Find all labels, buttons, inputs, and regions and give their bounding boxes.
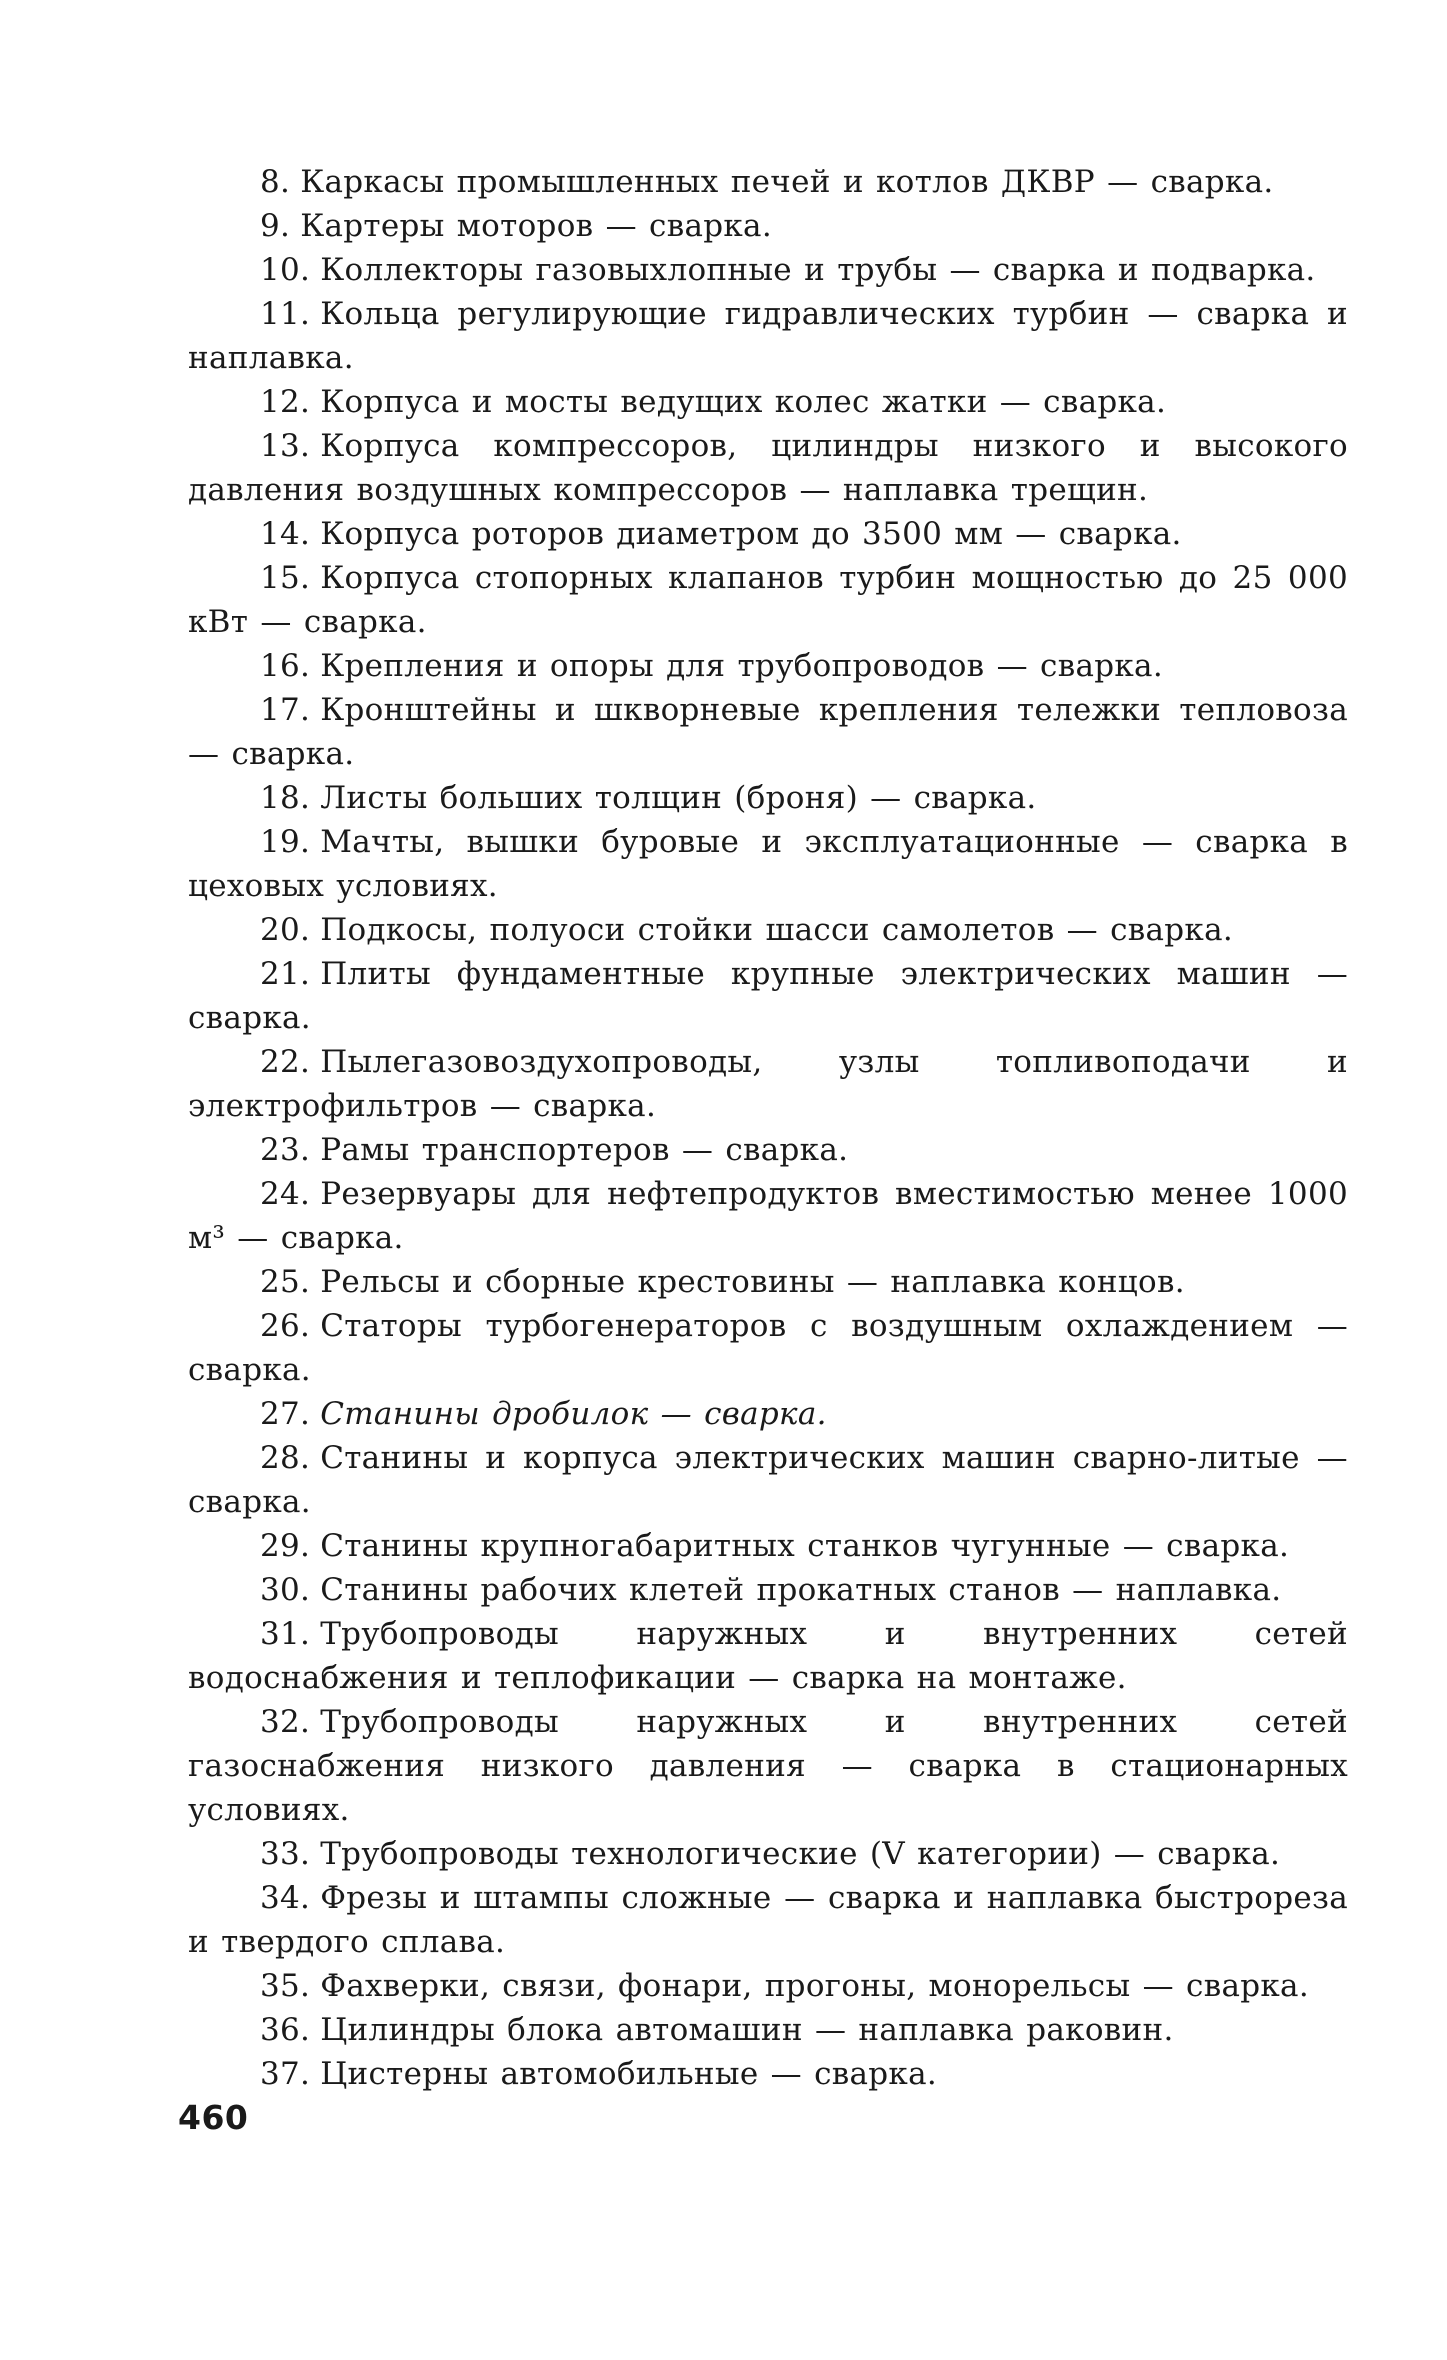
item-text: Фрезы и штампы сложные — сварка и наплавка быстрореза и твердого сплава. bbox=[188, 1880, 1348, 1960]
list-item bbox=[188, 380, 1348, 424]
item-text: Корпуса стопорных клапанов турбин мощностью до 25 000 кВт — сварка. bbox=[188, 560, 1348, 640]
item-number: 32. bbox=[260, 1704, 311, 1740]
list-item bbox=[188, 1832, 1348, 1876]
item-number: 36. bbox=[260, 2012, 311, 2048]
item-text: Рельсы и сборные крестовины — наплавка концов. bbox=[320, 1264, 1185, 1300]
item-text: Цилиндры блока автомашин — наплавка раковин. bbox=[320, 2012, 1174, 2048]
item-number: 10. bbox=[260, 252, 311, 288]
item-text: Корпуса компрессоров, цилиндры низкого и высокого давления воздушных компрессоров — наплавка трещин. bbox=[188, 428, 1348, 508]
item-number: 37. bbox=[260, 2056, 311, 2092]
list-item bbox=[188, 1304, 1348, 1392]
item-number: 15. bbox=[260, 560, 311, 596]
item-number: 11. bbox=[260, 296, 311, 332]
list-item bbox=[188, 556, 1348, 644]
item-number: 19. bbox=[260, 824, 311, 860]
item-text: Картеры моторов — сварка. bbox=[300, 208, 772, 244]
item-text: Станины дробилок — сварка. bbox=[320, 1396, 827, 1432]
item-text: Каркасы промышленных печей и котлов ДКВР — сварка. bbox=[300, 164, 1274, 200]
welding-items-list bbox=[188, 160, 1348, 2096]
item-number: 25. bbox=[260, 1264, 311, 1300]
list-item bbox=[188, 1700, 1348, 1832]
item-number: 20. bbox=[260, 912, 311, 948]
item-number: 17. bbox=[260, 692, 311, 728]
list-item bbox=[188, 1568, 1348, 1612]
item-number: 24. bbox=[260, 1176, 311, 1212]
item-text: Корпуса роторов диаметром до 3500 мм — сварка. bbox=[320, 516, 1182, 552]
item-text: Станины крупногабаритных станков чугунные — сварка. bbox=[320, 1528, 1290, 1564]
list-item bbox=[188, 1524, 1348, 1568]
item-number: 14. bbox=[260, 516, 311, 552]
list-item bbox=[188, 1260, 1348, 1304]
list-item bbox=[188, 1964, 1348, 2008]
item-number: 16. bbox=[260, 648, 311, 684]
item-text: Трубопроводы технологические (V категории) — сварка. bbox=[320, 1836, 1281, 1872]
item-text: Цистерны автомобильные — сварка. bbox=[320, 2056, 938, 2092]
page-number: 460 bbox=[178, 2098, 249, 2137]
item-number: 33. bbox=[260, 1836, 311, 1872]
item-text: Станины и корпуса электрических машин сварно-литые — сварка. bbox=[188, 1440, 1348, 1520]
list-item bbox=[188, 2008, 1348, 2052]
list-item bbox=[188, 820, 1348, 908]
list-item bbox=[188, 644, 1348, 688]
item-text: Резервуары для нефтепродуктов вместимостью менее 1000 м³ — сварка. bbox=[188, 1176, 1348, 1256]
item-text: Рамы транспортеров — сварка. bbox=[320, 1132, 849, 1168]
list-item bbox=[188, 1128, 1348, 1172]
item-number: 18. bbox=[260, 780, 311, 816]
list-item bbox=[188, 688, 1348, 776]
list-item bbox=[188, 952, 1348, 1040]
item-text: Статоры турбогенераторов с воздушным охлаждением — сварка. bbox=[188, 1308, 1348, 1388]
list-item bbox=[188, 1436, 1348, 1524]
list-item bbox=[188, 1172, 1348, 1260]
list-item bbox=[188, 908, 1348, 952]
item-text: Пылегазовоздухопроводы, узлы топливоподачи и электрофильтров — сварка. bbox=[188, 1044, 1348, 1124]
item-text: Трубопроводы наружных и внутренних сетей водоснабжения и теплофикации — сварка на монтаже. bbox=[188, 1616, 1348, 1696]
item-number: 23. bbox=[260, 1132, 311, 1168]
item-text: Мачты, вышки буровые и эксплуатационные — сварка в цеховых условиях. bbox=[188, 824, 1348, 904]
item-number: 13. bbox=[260, 428, 311, 464]
item-number: 21. bbox=[260, 956, 311, 992]
item-number: 29. bbox=[260, 1528, 311, 1564]
item-text: Плиты фундаментные крупные электрических машин — сварка. bbox=[188, 956, 1348, 1036]
list-item bbox=[188, 248, 1348, 292]
item-text: Кольца регулирующие гидравлических турбин — сварка и наплавка. bbox=[188, 296, 1348, 376]
item-number: 28. bbox=[260, 1440, 311, 1476]
item-text: Крепления и опоры для трубопроводов — сварка. bbox=[320, 648, 1163, 684]
item-number: 35. bbox=[260, 1968, 311, 2004]
item-number: 9. bbox=[260, 208, 291, 244]
item-text: Станины рабочих клетей прокатных станов — наплавка. bbox=[320, 1572, 1282, 1608]
item-text: Трубопроводы наружных и внутренних сетей газоснабжения низкого давления — сварка в стационарных условиях. bbox=[188, 1704, 1348, 1828]
item-number: 12. bbox=[260, 384, 311, 420]
item-number: 34. bbox=[260, 1880, 311, 1916]
list-item bbox=[188, 512, 1348, 556]
item-text: Фахверки, связи, фонари, прогоны, монорельсы — сварка. bbox=[320, 1968, 1309, 2004]
item-number: 31. bbox=[260, 1616, 311, 1652]
item-number: 26. bbox=[260, 1308, 311, 1344]
item-text: Коллекторы газовыхлопные и трубы — сварка и подварка. bbox=[320, 252, 1316, 288]
list-item bbox=[188, 1612, 1348, 1700]
item-number: 30. bbox=[260, 1572, 311, 1608]
list-item bbox=[188, 2052, 1348, 2096]
item-number: 22. bbox=[260, 1044, 311, 1080]
item-text: Листы больших толщин (броня) — сварка. bbox=[320, 780, 1037, 816]
list-item bbox=[188, 160, 1348, 204]
item-text: Корпуса и мосты ведущих колес жатки — сварка. bbox=[320, 384, 1167, 420]
list-item bbox=[188, 204, 1348, 248]
list-item bbox=[188, 424, 1348, 512]
list-item bbox=[188, 1040, 1348, 1128]
list-item bbox=[188, 776, 1348, 820]
item-text: Подкосы, полуоси стойки шасси самолетов — сварка. bbox=[320, 912, 1234, 948]
list-item bbox=[188, 1392, 1348, 1436]
list-item bbox=[188, 1876, 1348, 1964]
item-number: 8. bbox=[260, 164, 291, 200]
item-number: 27. bbox=[260, 1396, 311, 1432]
list-item bbox=[188, 292, 1348, 380]
item-text: Кронштейны и шкворневые крепления тележки тепловоза — сварка. bbox=[188, 692, 1348, 772]
